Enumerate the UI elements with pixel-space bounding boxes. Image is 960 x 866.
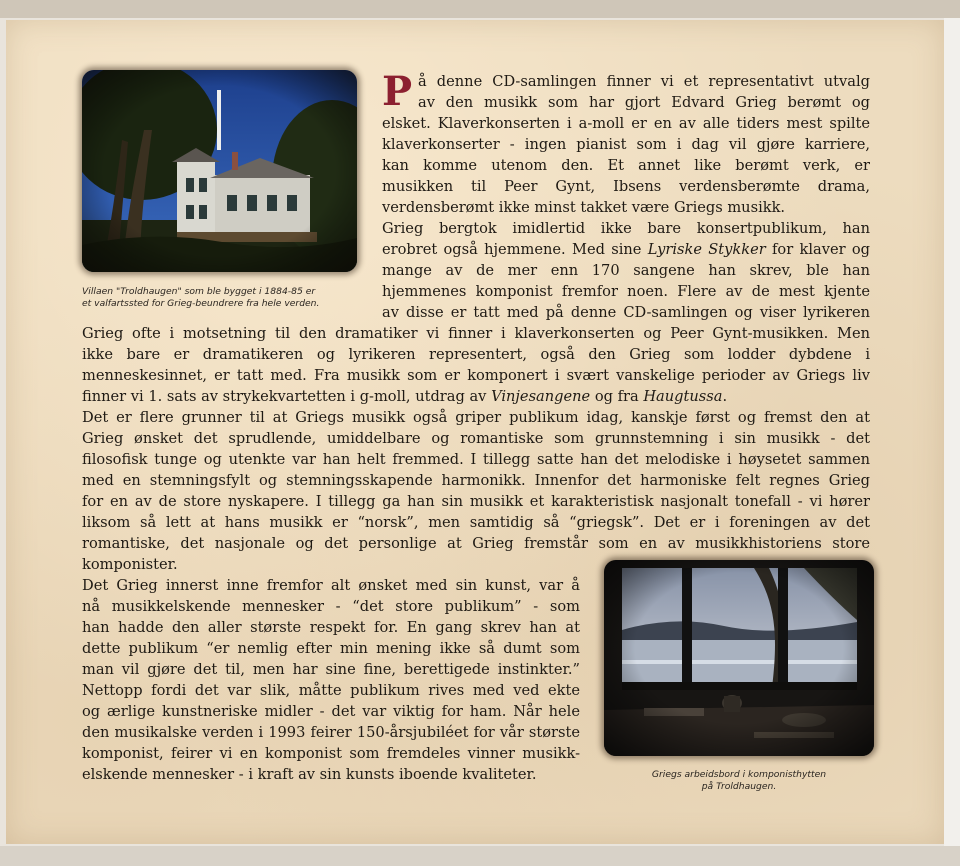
body-text-line: av den musikk som har gjort Edvard Grieg berømt og (418, 94, 870, 111)
body-text-line: romantiske, det nasjonale og det personlige at Grieg fremstår som en av musikkhistoriens store (82, 535, 870, 552)
background-bottom-edge (0, 846, 960, 866)
caption-line: på Troldhaugen. (701, 781, 777, 792)
body-text-line: Grieg ønsket det sprudlende, umiddelbare og romantiske som grunnstemning i sin musikk - det (82, 430, 870, 447)
caption-line: Villaen "Troldhaugen" som ble bygget i 1884-85 er (82, 286, 316, 297)
background-top-edge (0, 0, 960, 18)
body-text-line: den musikalske verden i 1993 feirer 150-årsjubiléet for vår største (82, 724, 580, 741)
body-text-line: Det er flere grunner til at Griegs musikk også griper publikum idag, kanskje først og fremst den at (82, 409, 870, 426)
body-text-line: verdensberømt ikke minst takket være Griegs musikk. (382, 199, 786, 216)
body-text-line: han hadde den aller største respekt for. En gang skrev han at (82, 619, 580, 636)
villa-photo-caption (82, 286, 319, 310)
body-text-line: Nettopp fordi det var slik, måtte publikum rives med ved ekte (82, 682, 580, 699)
body-text-line: elsket. Klaverkonserten i a-moll er en av alle tiders mest spilte (382, 115, 870, 132)
body-text-line: man vil gjøre det til, men har sine fine, berettigede instinkter.” (82, 661, 580, 678)
body-text-line: erobret også hjemmene. Med sine Lyriske Stykker for klaver og (382, 241, 870, 258)
body-text-line: liksom så lett at hans musikk er “norsk”, men samtidig så “griegsk”. Det er i foreningen av det (82, 514, 870, 531)
caption-line: Griegs arbeidsbord i komponisthytten (651, 769, 827, 780)
desk-photo-caption (604, 769, 874, 793)
body-text-line: å denne CD-samlingen finner vi et representativt utvalg (418, 73, 870, 90)
body-text-line: filosofisk tunge og utenkte var han helt fremmed. I tillegg satte han det melodiske i høysetet sammen (82, 451, 870, 468)
body-text-line: og ærlige kunstneriske midler - det var viktig for ham. Når hele (82, 703, 580, 720)
body-text-line: ikke bare er dramatikeren og lyrikeren representert, også den Grieg som lodder dybdene i (82, 346, 870, 363)
body-text-line: finner vi 1. sats av strykekvartetten i g-moll, utdrag av Vinjesangene og fra Haugtussa. (82, 388, 728, 405)
body-text-line: mange av de mer enn 170 sangene han skrev, ble han (382, 262, 870, 279)
body-text-line: musikken til Peer Gynt, Ibsens verdensberømte drama, (382, 178, 870, 195)
body-text-line: Grieg bergtok imidlertid ikke bare konsertpublikum, han (382, 220, 870, 237)
body-text-line: kan komme utenom den. Et annet like berømt verk, er (382, 157, 870, 174)
body-text-line: komponister. (82, 556, 178, 573)
body-text-line: menneskesinnet, er tatt med. Fra musikk som er komponert i svært vanskelige perioder av Griegs liv (82, 367, 870, 384)
troldhaugen-villa-photo (82, 70, 357, 272)
booklet-page (6, 20, 944, 844)
drop-cap-letter: P (382, 68, 413, 115)
body-text-line: for en av de store nyskapere. I tillegg ga han sin musikk et karakteristisk nasjonalt tonefall - vi hører (82, 493, 870, 510)
body-text-line: Det Grieg innerst inne fremfor alt ønsket med sin kunst, var å (82, 577, 580, 594)
body-text-line: elskende mennesker - i kraft av sin kunsts iboende kvaliteter. (82, 766, 537, 783)
body-text-line: nå musikkelskende mennesker - “det store publikum” - som (82, 598, 580, 615)
body-text-line: hjemmenes komponist fremfor noen. Flere av de mest kjente (382, 283, 870, 300)
grieg-work-desk-photo (604, 560, 874, 756)
body-text-line: komponist, feirer vi en komponist som fremdeles vinner musikk- (82, 745, 580, 762)
body-text-line: av disse er tatt med på denne CD-samlingen og viser lyrikeren (382, 304, 870, 321)
body-text-line: med en stemningsfylt og stemningsskapende harmonikk. Innenfor det harmoniske felt regnes Grieg (82, 472, 870, 489)
body-text-line: klaverkonserter - ingen pianist som i dag vil gjøre karriere, (382, 136, 870, 153)
body-text-line: dette publikum “er nemlig efter min mening ikke så dumt som (82, 640, 580, 657)
background-right-edge (944, 18, 960, 846)
body-text-line: Grieg ofte i motsetning til den dramatiker vi finner i klaverkonserten og Peer Gynt-musikken. Men (82, 325, 870, 342)
caption-line: et valfartssted for Grieg-beundrere fra hele verden. (82, 298, 320, 309)
